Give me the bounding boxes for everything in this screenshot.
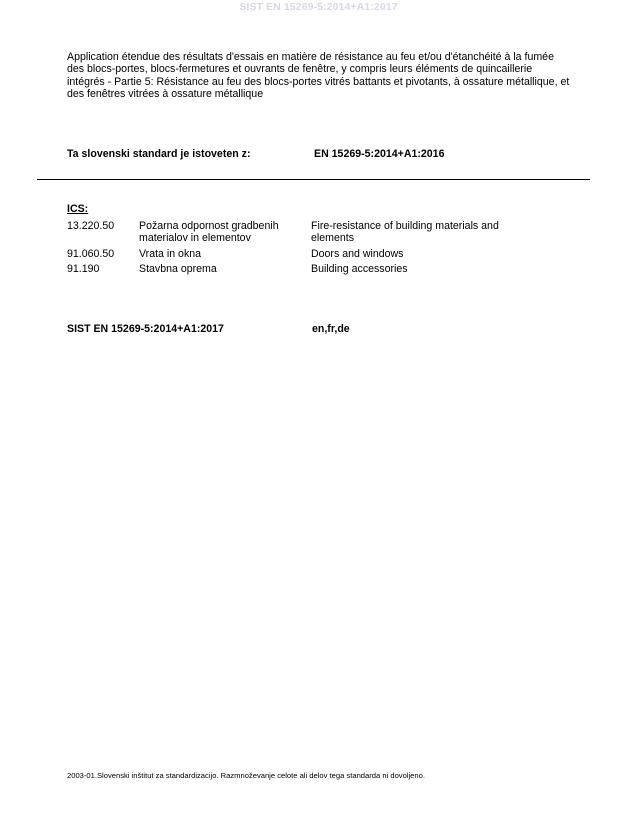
sist-code-line xyxy=(67,323,350,335)
ics-row xyxy=(67,263,527,275)
ics-description-english: Building accessories xyxy=(311,263,408,276)
ics-heading: ICS: xyxy=(67,203,89,215)
ics-code: 13.220.50 xyxy=(67,220,115,232)
ics-description-slovenian: Stavbna oprema xyxy=(139,263,217,276)
ics-description-slovenian: Vrata in okna xyxy=(139,247,202,260)
languages: en,fr,de xyxy=(312,323,350,335)
ics-code: 91.190 xyxy=(67,263,100,276)
identical-standard-label: Ta slovenski standard je istoveten z: xyxy=(67,148,251,160)
watermark-header: SIST EN 15269-5:2014+A1:2017 xyxy=(239,1,398,13)
ics-description-slovenian: Požarna odpornost gradbenih materialov in elementov xyxy=(139,220,279,245)
horizontal-divider xyxy=(37,179,590,180)
ics-description-english: Doors and windows xyxy=(311,247,404,260)
ics-row xyxy=(67,248,527,260)
copyright-footer: 2003-01.Slovenski inštitut za standardizacijo. Razmnoževanje celote ali delov tega standarda ni dovoljeno. xyxy=(67,771,425,780)
ics-table xyxy=(67,220,527,279)
identical-standard-value: EN 15269-5:2014+A1:2016 xyxy=(314,148,445,160)
document-title-french: Application étendue des résultats d'essais en matière de résistance au feu et/ou d'étanchéité à la fumée des blocs-portes, blocs-fermetures et ouvrants de fenêtre, y compris leurs éléments de quincaillerie intégrés - Partie 5: Résistance au feu des blocs-portes vitrés battants et pivotants, à ossature métallique, et des fenêtres vitrées à ossature métallique xyxy=(67,51,570,101)
identical-standard-line xyxy=(67,148,587,160)
ics-row xyxy=(67,220,527,245)
ics-code: 91.060.50 xyxy=(67,247,115,260)
sist-code: SIST EN 15269-5:2014+A1:2017 xyxy=(67,323,224,335)
ics-description-english: Fire-resistance of building materials and elements xyxy=(311,220,499,245)
